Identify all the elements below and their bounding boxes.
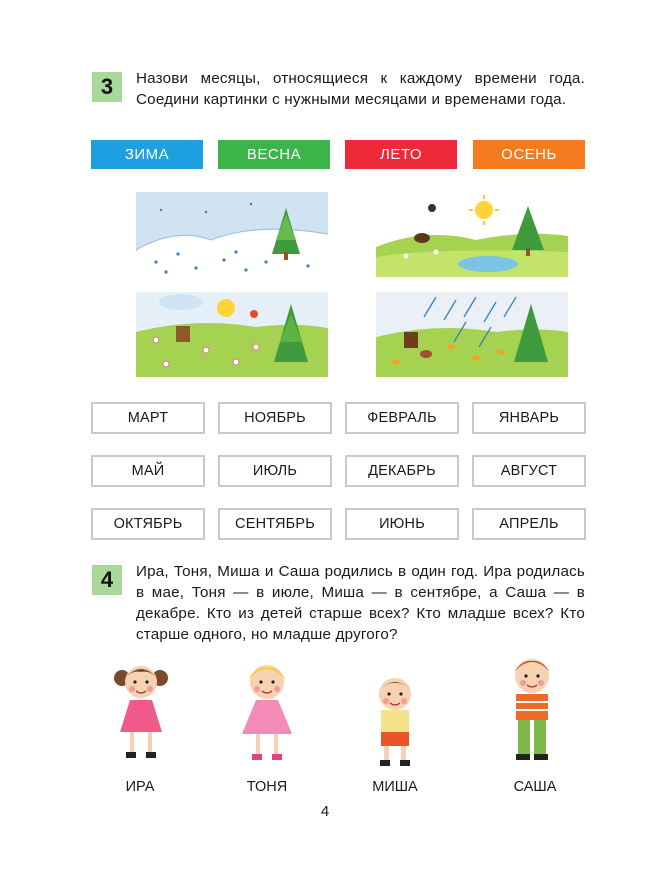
month-box[interactable]: АПРЕЛЬ (472, 508, 586, 540)
month-box[interactable]: ДЕКАБРЬ (345, 455, 459, 487)
girl-ira-picture (110, 660, 172, 768)
month-box[interactable]: МАРТ (91, 402, 205, 434)
girl-tonya-picture (232, 658, 302, 768)
month-box[interactable]: ФЕВРАЛЬ (345, 402, 459, 434)
month-box[interactable]: НОЯБРЬ (218, 402, 332, 434)
child-name-misha: МИША (372, 779, 418, 795)
season-winter[interactable]: ЗИМА (91, 140, 203, 169)
boy-misha-picture (367, 674, 423, 770)
task-4-text: Ира, Тоня, Миша и Саша родились в один год. Ира родилась в мае, Тоня — в июле, Миша — в сентябре, а Саша — в декабре. Кто из детей старше всех? Кто младше всех? Кто старше одного, но младше другого? (136, 563, 585, 643)
winter-landscape-picture[interactable] (136, 192, 328, 277)
task-3-text: Назови месяцы, относящиеся к каждому времени года. Соедини картинки с нужными месяцами и временами года. (136, 70, 585, 108)
child-name-tonya: ТОНЯ (246, 779, 288, 795)
season-spring[interactable]: ВЕСНА (218, 140, 330, 169)
summer-landscape-picture[interactable] (376, 192, 568, 277)
child-name-ira: ИРА (125, 779, 155, 795)
season-summer[interactable]: ЛЕТО (345, 140, 457, 169)
task-4-number: 4 (92, 565, 122, 595)
page-number: 4 (320, 803, 330, 820)
task-3-number: 3 (92, 72, 122, 102)
boy-sasha-picture (502, 652, 562, 768)
autumn-landscape-picture[interactable] (376, 292, 568, 377)
spring-landscape-picture[interactable] (136, 292, 328, 377)
month-box[interactable]: ИЮЛЬ (218, 455, 332, 487)
child-name-sasha: САША (513, 779, 557, 795)
month-box[interactable]: СЕНТЯБРЬ (218, 508, 332, 540)
month-box[interactable]: ЯНВАРЬ (472, 402, 586, 434)
season-autumn[interactable]: ОСЕНЬ (473, 140, 585, 169)
month-box[interactable]: АВГУСТ (472, 455, 586, 487)
month-box[interactable]: ИЮНЬ (345, 508, 459, 540)
month-box[interactable]: МАЙ (91, 455, 205, 487)
month-box[interactable]: ОКТЯБРЬ (91, 508, 205, 540)
